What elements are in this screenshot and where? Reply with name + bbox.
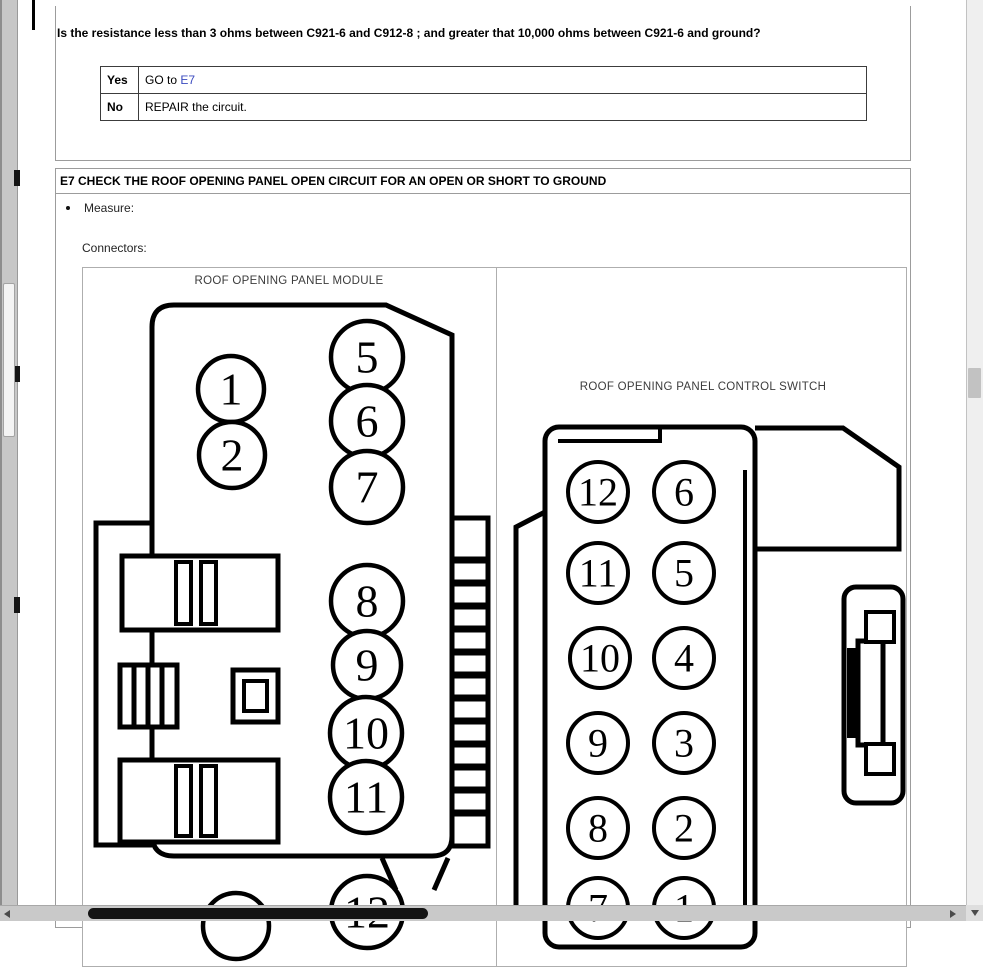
scroll-right-icon bbox=[950, 910, 956, 918]
switch-pin-4-label: 4 bbox=[674, 635, 694, 681]
module-pin-partial bbox=[203, 893, 269, 959]
module-rib-block bbox=[452, 518, 488, 846]
measure-label: Measure: bbox=[84, 201, 135, 215]
module-latch-bar bbox=[176, 766, 191, 836]
step-header: E7 CHECK THE ROOF OPENING PANEL OPEN CIRCUIT FOR AN OPEN OR SHORT TO GROUND bbox=[56, 169, 910, 194]
action-text: GO to bbox=[145, 73, 181, 87]
switch-pin-numbers bbox=[578, 470, 694, 931]
switch-pin-6-label: 6 bbox=[674, 469, 694, 515]
module-pin-10-label: 10 bbox=[343, 707, 389, 759]
module-latch-bar bbox=[201, 562, 216, 624]
module-latch-bar bbox=[201, 766, 216, 836]
verdict-cell: No bbox=[101, 94, 139, 121]
action-cell bbox=[139, 67, 867, 94]
frame-border-artifact bbox=[32, 0, 35, 30]
question-text: Is the resistance less than 3 ohms between C921-6 and C912-8 ; and greater that 10,000 ohms between C921-6 and ground? bbox=[57, 26, 761, 40]
module-pin-9-label: 9 bbox=[355, 639, 379, 691]
content-peek-mark bbox=[14, 597, 20, 613]
switch-pin-8-label: 8 bbox=[588, 805, 608, 851]
module-pin-7-label: 7 bbox=[355, 461, 379, 513]
switch-pin-11-label: 11 bbox=[578, 550, 618, 596]
action-cell bbox=[139, 94, 867, 121]
module-pin-1-label: 1 bbox=[219, 363, 243, 415]
switch-latch-top bbox=[866, 612, 894, 642]
result-row-no bbox=[101, 94, 867, 121]
action-text: REPAIR the circuit. bbox=[145, 100, 247, 114]
switch-latch-center bbox=[858, 641, 883, 745]
module-latch-bar bbox=[176, 562, 191, 624]
switch-pin-10-label: 10 bbox=[580, 635, 620, 681]
module-pin-8-label: 8 bbox=[355, 575, 379, 627]
switch-pin-5-label: 5 bbox=[674, 550, 694, 596]
module-connector-drawing bbox=[82, 267, 496, 905]
module-latch-block-inner bbox=[244, 681, 267, 711]
switch-diagram-title: ROOF OPENING PANEL CONTROL SWITCH bbox=[579, 381, 827, 393]
verdict-cell: Yes bbox=[101, 67, 139, 94]
left-pane-scrollbar-thumb[interactable] bbox=[3, 283, 15, 437]
module-diagram-title: ROOF OPENING PANEL MODULE bbox=[194, 275, 384, 287]
module-pin-11-label: 11 bbox=[343, 771, 389, 823]
scroll-left-button[interactable] bbox=[0, 906, 14, 922]
scroll-down-icon bbox=[971, 910, 979, 916]
switch-latch-bottom bbox=[866, 744, 894, 774]
vertical-scrollbar[interactable] bbox=[966, 0, 983, 921]
module-pin-2-label: 2 bbox=[220, 429, 244, 481]
vertical-scrollbar-thumb[interactable] bbox=[968, 368, 981, 398]
result-row-yes bbox=[101, 67, 867, 94]
horizontal-scrollbar-thumb[interactable] bbox=[88, 908, 428, 919]
switch-pin-3-label: 3 bbox=[674, 720, 694, 766]
connectors-label: Connectors: bbox=[82, 241, 147, 255]
switch-connector-drawing bbox=[497, 267, 909, 905]
left-pane-scrollbar[interactable] bbox=[0, 0, 18, 921]
scroll-left-icon bbox=[4, 910, 10, 918]
module-pin-6-label: 6 bbox=[355, 395, 379, 447]
switch-pin-9-label: 9 bbox=[588, 720, 608, 766]
bullet-icon bbox=[66, 206, 70, 210]
results-table bbox=[100, 66, 867, 121]
switch-pin-2-label: 2 bbox=[674, 805, 694, 851]
switch-pins bbox=[568, 462, 714, 938]
module-pin-5-label: 5 bbox=[355, 331, 379, 383]
content-peek-mark bbox=[14, 170, 20, 186]
switch-pin-12-label: 12 bbox=[578, 469, 618, 515]
switch-right-flange bbox=[755, 428, 899, 549]
scroll-right-button[interactable] bbox=[946, 906, 960, 922]
scroll-down-button[interactable] bbox=[966, 905, 983, 921]
e7-link[interactable]: E7 bbox=[180, 73, 196, 87]
switch-left-flange bbox=[516, 512, 545, 905]
